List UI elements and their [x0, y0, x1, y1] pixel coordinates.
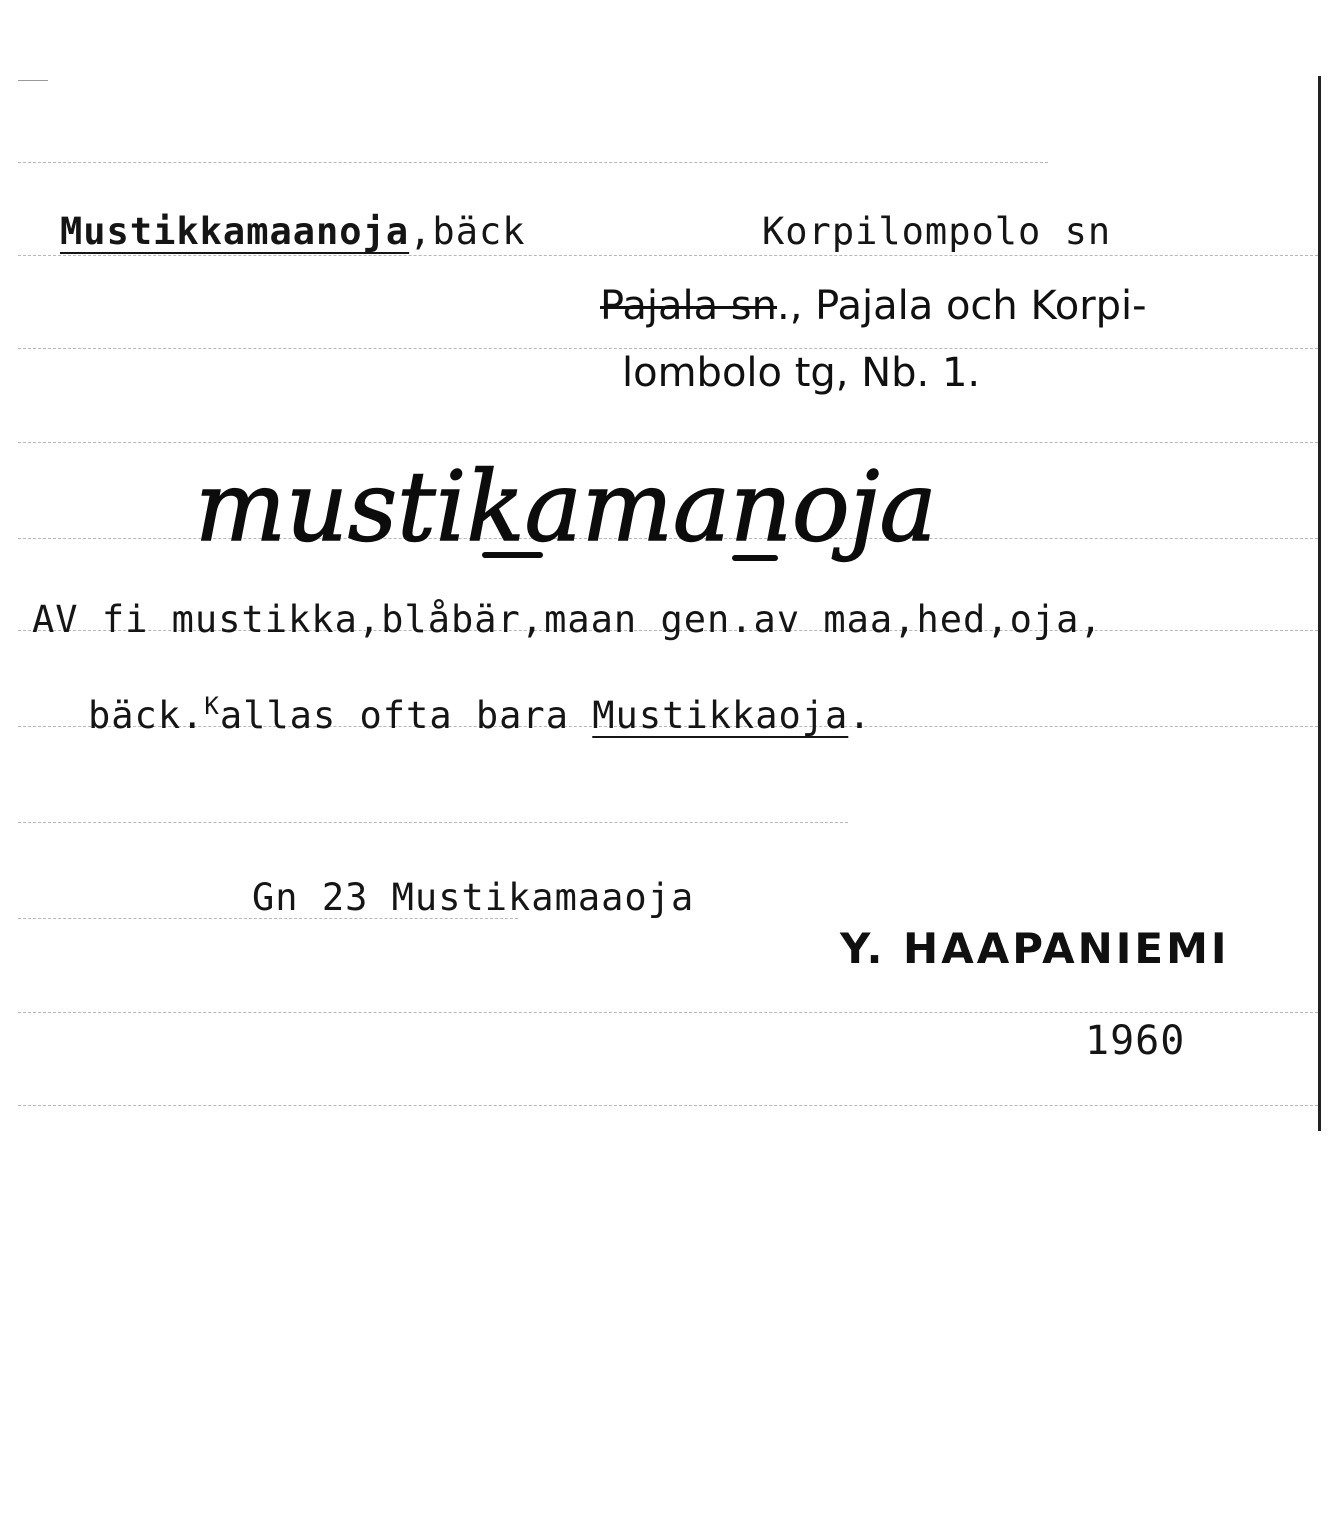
- collector: Y. HAAPANIEMI: [840, 924, 1230, 973]
- headword-line: [60, 210, 526, 253]
- reference: Gn 23 Mustikamaaoja: [252, 876, 695, 919]
- ruled-line: [18, 1105, 1318, 1106]
- handwriting-svg: [195, 455, 1075, 585]
- ruled-line: [18, 80, 48, 81]
- etymology-end: .: [848, 694, 872, 737]
- headword: Mustikkamaanoja: [60, 210, 410, 253]
- handwritten-form: [195, 455, 1075, 589]
- year: 1960: [1085, 1018, 1186, 1064]
- ruled-line: [18, 442, 1318, 443]
- ruled-line: [18, 162, 1048, 163]
- handwritten-text: mustikamanoja: [195, 455, 937, 563]
- variant-name: Mustikkaoja: [592, 694, 849, 737]
- location-line-2: lombolo tg, Nb. 1.: [622, 350, 981, 396]
- ruled-line: [18, 822, 848, 823]
- etymology-prefix: bäck.: [88, 694, 205, 737]
- etymology-line-1: AV fi mustikka,blåbär,maan gen.av maa,hed,oja,: [32, 598, 1103, 641]
- struck-location: Pajala sn: [600, 283, 777, 329]
- ruled-line: [18, 348, 1318, 349]
- etymology-superscript-k: K: [204, 692, 220, 720]
- headword-suffix: ,bäck: [409, 210, 526, 253]
- etymology-line-2: [88, 692, 872, 737]
- location-line-1: [600, 283, 1147, 329]
- ruled-line: [18, 1012, 1318, 1013]
- etymology-mid: allas ofta bara: [219, 694, 593, 737]
- card-right-edge: [1318, 76, 1321, 1131]
- parish: Korpilompolo sn: [762, 210, 1112, 253]
- ruled-line: [18, 255, 1318, 256]
- location-text: ., Pajala och Korpi-: [777, 283, 1147, 329]
